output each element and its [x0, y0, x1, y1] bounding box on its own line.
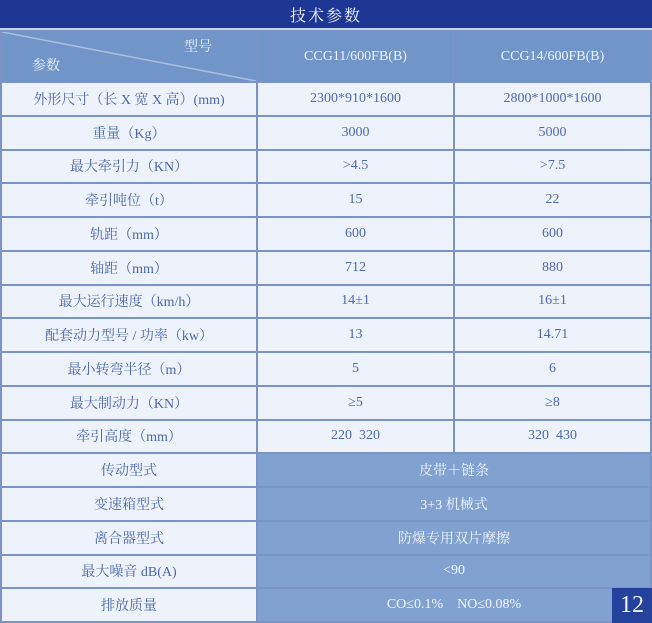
row-value: 15 — [258, 184, 453, 216]
row-value-span: 防爆专用双片摩擦 — [258, 522, 650, 554]
corner-label-param: 参数 — [32, 59, 60, 74]
row-label: 最大运行速度（km/h） — [2, 286, 256, 318]
row-value: >7.5 — [455, 151, 650, 183]
row-label: 离合器型式 — [2, 522, 256, 554]
page-number: 12 — [620, 592, 644, 618]
row-value: 2800*1000*1600 — [455, 83, 650, 115]
row-value-span: <90 — [258, 556, 650, 588]
title-bar — [0, 0, 652, 28]
row-value: ≥5 — [258, 387, 453, 419]
row-label: 排放质量 — [2, 589, 256, 621]
row-value: 320 430 — [455, 421, 650, 453]
spec-table — [0, 30, 652, 623]
row-value: 5 — [258, 353, 453, 385]
row-value-span: CO≤0.1% NO≤0.08% — [258, 589, 650, 621]
row-label: 重量（Kg） — [2, 117, 256, 149]
row-value: 14±1 — [258, 286, 453, 318]
page-number-badge — [612, 588, 652, 623]
page-title: 技术参数 — [289, 7, 362, 25]
row-label: 最大制动力（KN） — [2, 387, 256, 419]
row-label: 轴距（mm） — [2, 252, 256, 284]
row-value: 220 320 — [258, 421, 453, 453]
row-value: 600 — [258, 218, 453, 250]
row-value: 6 — [455, 353, 650, 385]
row-value: 880 — [455, 252, 650, 284]
row-label: 变速箱型式 — [2, 488, 256, 520]
row-value: 2300*910*1600 — [258, 83, 453, 115]
row-label: 外形尺寸（长 X 宽 X 高）(mm) — [2, 83, 256, 115]
row-label: 牵引高度（mm） — [2, 421, 256, 453]
row-value: 13 — [258, 319, 453, 351]
row-label: 轨距（mm） — [2, 218, 256, 250]
corner-label-model: 型号 — [184, 40, 212, 55]
row-value: 16±1 — [455, 286, 650, 318]
row-label: 最大噪音 dB(A) — [2, 556, 256, 588]
row-label: 配套动力型号 / 功率（kw） — [2, 319, 256, 351]
row-value: 600 — [455, 218, 650, 250]
column-header-model-1: CCG11/600FB(B) — [258, 32, 453, 81]
column-header-model-2: CCG14/600FB(B) — [455, 32, 650, 81]
row-label: 最大牵引力（KN） — [2, 151, 256, 183]
row-label: 传动型式 — [2, 454, 256, 486]
row-value: 3000 — [258, 117, 453, 149]
row-value-span: 皮带＋链条 — [258, 454, 650, 486]
row-label: 牵引吨位（t） — [2, 184, 256, 216]
row-value: 22 — [455, 184, 650, 216]
row-value: 712 — [258, 252, 453, 284]
row-value: >4.5 — [258, 151, 453, 183]
row-label: 最小转弯半径（m） — [2, 353, 256, 385]
row-value: 14.71 — [455, 319, 650, 351]
header-corner-cell — [2, 32, 256, 81]
row-value: ≥8 — [455, 387, 650, 419]
row-value: 5000 — [455, 117, 650, 149]
row-value-span: 3+3 机械式 — [258, 488, 650, 520]
